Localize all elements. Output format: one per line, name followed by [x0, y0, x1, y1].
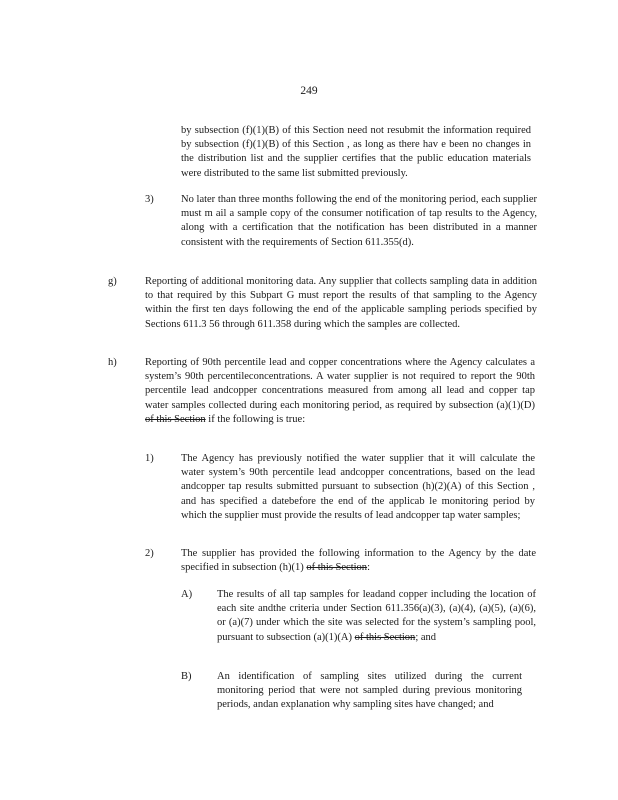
- item-h2-text: [181, 547, 536, 575]
- section-g-text: Reporting of additional monitoring data. Any supplier that collects sampling data in addition to that required by this Subpart G must report the results of that sampling to the Agency within the first ten days following the end of the applicable sampling periods specified by Sections 611.3 56 through 611.358 during which the samples are collected.: [145, 276, 537, 330]
- item-h2A-text: [217, 588, 536, 645]
- section-h-text-b: if the following is true:: [205, 413, 306, 425]
- continued-paragraph: by subsection (f)(1)(B) of this Section need not resubmit the information required by subsection (f)(1)(B) of this Section , as long as there hav e been no changes in the distribution list and the supplier certifies that the public education materials were distributed to the same list submitted previously.: [181, 125, 531, 179]
- item-f3-text: No later than three months following the end of the monitoring period, each supplier must m ail a sample copy of the consumer notification of tap results to the Agency, along with a certification that the notification has been distributed in a manner consistent with the requirements of Section 611.355(d).: [181, 194, 537, 248]
- section-h-label: h): [108, 357, 117, 368]
- page-number: 249: [300, 85, 318, 97]
- item-h1-label: 1): [145, 453, 154, 464]
- item-f3-label: 3): [145, 194, 154, 205]
- item-h2B-text: An identification of sampling sites utilized during the current monitoring period that were not sampled during previous monitoring periods, andan explanation why sampling sites have changed; and: [217, 671, 522, 711]
- item-h2A-text-a: The results of all tap samples for leadand copper including the location of each site andthe criteria under Section 611.356(a)(3), (a)(4), (a)(5), (a)(6), or (a)(7) under which the site was selected for the system’s sampling pool, pursuant to subsection (a)(1)(A): [217, 589, 536, 643]
- section-g-label: g): [108, 276, 117, 287]
- section-h-text-a: Reporting of 90th percentile lead and copper concentrations where the Agency calculates a system’s 90th percentileconcentrations. A water supplier is not required to report the 90th percentile lead andcopper concentrations measured from among all lead and copper tap water samples collected during each monitoring period, as required by subsection (a)(1)(D): [145, 357, 535, 411]
- item-h2-text-a: The supplier has provided the following information to the Agency by the date specified in subsection (h)(1): [181, 548, 536, 574]
- section-h-text: [145, 356, 535, 427]
- item-h2B-label: B): [181, 671, 192, 682]
- item-h2-text-b: :: [367, 562, 370, 574]
- item-h2A-text-b: ; and: [415, 631, 437, 643]
- section-h-struck-text: of this Section: [145, 413, 206, 425]
- item-h1-text: The Agency has previously notified the water supplier that it will calculate the water system’s 90th percentile lead andcopper concentrations, based on the lead andcopper tap results submitted pursuant to subsection (h)(2)(A) of this Section , and has specified a datebefore the end of the applicab le monitoring period by which the supplier must provide the results of lead andcopper tap water samples;: [181, 453, 535, 521]
- item-h2-label: 2): [145, 548, 154, 559]
- item-h2A-struck-text: of this Section: [354, 631, 416, 643]
- item-h2A-label: A): [181, 589, 193, 600]
- item-h2-struck-text: of this Section: [306, 562, 368, 574]
